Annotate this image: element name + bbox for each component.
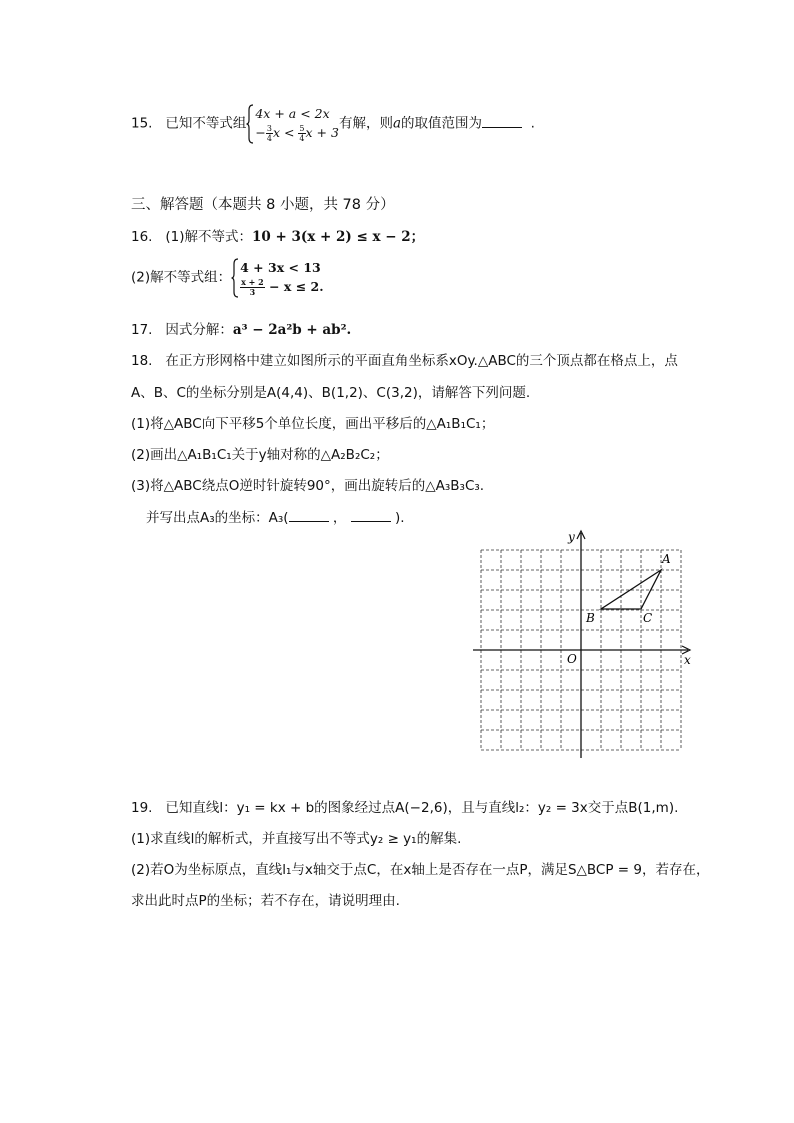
q18-part4: 并写出点A₃的坐标：A₃( ， ). [146,510,405,526]
q19-part1: (1)求直线l的解析式，并直接写出不等式y₂ ≥ y₁的解集. [131,831,462,847]
q15: 15. 已知不等式组 4x + a < 2x − $\frac{3}{4}$ x < $\frac{5}{4}$ x + 3 有解，则a的取值范围为 . [131,106,535,143]
brace-icon [246,104,254,144]
brace-icon [231,258,239,298]
point-b-label: B [586,611,595,625]
q15-prefix: 已知不等式组 [165,115,247,132]
q18-line1: 18. 在正方形网格中建立如图所示的平面直角坐标系xOy.△ABC的三个顶点都在格点上，点 [131,353,678,369]
q16-expr: 10 + 3(x + 2) ≤ x − 2； [251,229,425,245]
q18-answer-blank-x[interactable] [289,509,329,522]
q17: 17. 因式分解：a³ − 2a²b + ab². [131,322,352,338]
coordinate-grid-figure [470,527,695,762]
q18-part1: (1)将△ABC向下平移5个单位长度，画出平移后的△A₁B₁C₁； [131,416,495,432]
q18-answer-blank-y[interactable] [351,509,391,522]
y-axis [577,531,585,758]
q15-post: 有解，则 [338,115,393,132]
triangle-abc [601,570,661,609]
q15-frac1: $\frac{3}{4}$ [266,124,272,143]
q15-number: 15. [131,115,153,132]
q19-part2: (2)若O为坐标原点，直线l₁与x轴交于点C，在x轴上是否存在一点P，满足S△BCP = 9，若存在， [131,862,710,878]
q16-system: 4 + 3x < 13 $\frac{x + 2}{3}$ − x ≤ 2. [231,258,323,297]
axis-x-label: x [684,653,691,667]
q19-part3: 求出此时点P的坐标；若不存在，请说明理由. [131,893,400,909]
q16-frac: $\frac{x + 2}{3}$ [241,277,264,297]
q15-system: 4x + a < 2x − $\frac{3}{4}$ x < $\frac{5}{4}$ x + 3 [246,104,339,143]
q15-answer-blank[interactable] [482,115,522,128]
section-title: 三、解答题（本题共 8 小题，共 78 分） [131,197,395,213]
q15-frac2: $\frac{5}{4}$ [299,124,305,143]
q16-ineq1: 4 + 3x < 13 [240,260,321,275]
point-a-label: A [662,552,671,566]
q18-line2: A、B、C的坐标分别是A(4,4)、B(1,2)、C(3,2)，请解答下列问题. [131,385,531,401]
q18-part2: (2)画出△A₁B₁C₁关于y轴对称的△A₂B₂C₂； [131,447,389,463]
q19-line1: 19. 已知直线l：y₁ = kx + b的图象经过点A(−2,6)，且与直线l₂：y₂ = 3x交于点B(1,m). [131,800,679,816]
q17-expr: a³ − 2a²b + ab². [232,322,352,338]
point-c-label: C [643,611,653,625]
q16-part1: 16. (1)解不等式：10 + 3(x + 2) ≤ x − 2； [131,229,425,245]
q16-part2: (2)解不等式组： 4 + 3x < 13 $\frac{x + 2}{3}$ − x ≤ 2. [131,260,324,297]
axis-y-label: y [568,530,575,544]
origin-label: O [567,652,577,666]
q18-part3: (3)将△ABC绕点O逆时针旋转90°，画出旋转后的△A₃B₃C₃. [131,478,485,494]
q15-ineq1: 4x + a < 2x [255,106,330,121]
